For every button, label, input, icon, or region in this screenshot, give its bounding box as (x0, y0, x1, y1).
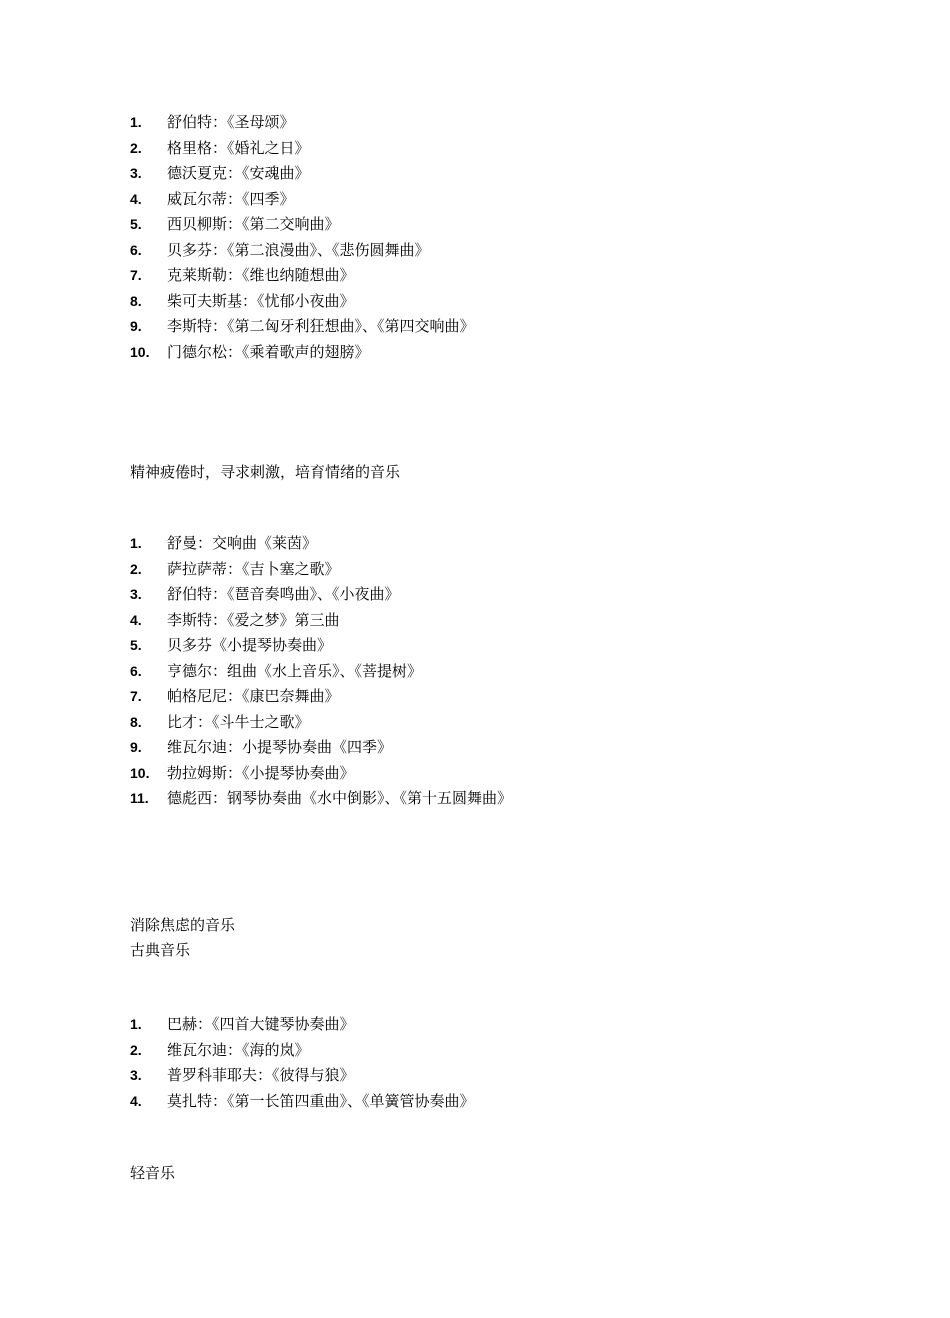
list-number: 1. (130, 535, 142, 551)
list-text: 贝多芬：《第二浪漫曲》、《悲伤圆舞曲》 (167, 240, 430, 259)
section-subheading: 古典音乐 (130, 941, 191, 959)
list-item (130, 314, 475, 340)
music-list-2 (130, 531, 512, 812)
list-text: 李斯特：《爱之梦》第三曲 (167, 610, 340, 629)
list-item (130, 289, 475, 315)
music-list-1 (130, 110, 475, 365)
list-text: 舒伯特：《圣母颂》 (167, 113, 295, 131)
list-item (130, 633, 512, 659)
list-number: 3. (130, 586, 142, 602)
list-item (130, 238, 475, 264)
list-number: 2. (130, 1041, 142, 1058)
list-text: 舒伯特：《琶音奏鸣曲》、《小夜曲》 (167, 585, 400, 603)
list-text: 柴可夫斯基：《忧郁小夜曲》 (167, 291, 355, 310)
list-item (130, 136, 475, 162)
list-number: 6. (130, 241, 142, 258)
list-number: 7. (130, 688, 142, 704)
list-number: 10. (130, 764, 150, 781)
list-item (130, 263, 475, 289)
list-number: 7. (130, 267, 142, 283)
list-text: 巴赫：《四首大键琴协奏曲》 (167, 1015, 355, 1033)
list-text: 帕格尼尼：《康巴奈舞曲》 (167, 687, 340, 705)
list-item (130, 557, 512, 583)
list-number: 5. (130, 637, 142, 653)
list-text: 勃拉姆斯：《小提琴协奏曲》 (167, 763, 355, 782)
list-number: 3. (130, 1067, 142, 1083)
list-number: 4. (130, 611, 142, 628)
section-heading: 精神疲倦时，寻求刺激，培育情绪的音乐 (130, 463, 401, 481)
list-item (130, 1089, 475, 1115)
list-item (130, 659, 512, 685)
list-number: 2. (130, 560, 142, 577)
list-number: 8. (130, 713, 142, 730)
list-number: 8. (130, 292, 142, 309)
music-list-3 (130, 1012, 475, 1114)
list-text: 门德尔松：《乘着歌声的翅膀》 (167, 342, 370, 361)
list-text: 萨拉萨蒂：《吉卜塞之歌》 (167, 559, 340, 578)
list-item (130, 531, 512, 557)
list-text: 舒曼：交响曲《莱茵》 (167, 534, 318, 552)
list-item (130, 1038, 475, 1064)
list-text: 德彪西：钢琴协奏曲《水中倒影》、《第十五圆舞曲》 (167, 789, 513, 807)
list-text: 李斯特：《第二匈牙利狂想曲》、《第四交响曲》 (167, 317, 475, 335)
list-text: 贝多芬《小提琴协奏曲》 (167, 636, 333, 654)
list-text: 格里格：《婚礼之日》 (167, 138, 310, 157)
list-number: 9. (130, 318, 142, 334)
list-text: 维瓦尔迪：《海的岚》 (167, 1040, 310, 1059)
list-number: 4. (130, 190, 142, 207)
list-item (130, 582, 512, 608)
list-number: 1. (130, 1016, 142, 1032)
list-number: 6. (130, 662, 142, 679)
list-number: 5. (130, 216, 142, 232)
list-item (130, 212, 475, 238)
list-text: 亨德尔：组曲《水上音乐》、《菩提树》 (167, 661, 423, 680)
list-text: 维瓦尔迪：小提琴协奏曲《四季》 (167, 738, 393, 756)
list-item (130, 1063, 475, 1089)
section-heading: 消除焦虑的音乐 (130, 916, 236, 934)
list-number: 11. (130, 790, 149, 806)
list-text: 德沃夏克：《安魂曲》 (167, 164, 310, 182)
list-text: 威瓦尔蒂：《四季》 (167, 189, 295, 208)
section-heading: 轻音乐 (130, 1164, 176, 1182)
list-item (130, 761, 512, 787)
list-item (130, 786, 512, 812)
list-item (130, 161, 475, 187)
list-number: 2. (130, 139, 142, 156)
list-item (130, 608, 512, 634)
list-text: 比才：《斗牛士之歌》 (167, 712, 310, 731)
list-item (130, 710, 512, 736)
list-text: 莫扎特：《第一长笛四重曲》、《单簧管协奏曲》 (167, 1091, 475, 1110)
list-number: 10. (130, 343, 150, 360)
list-text: 克莱斯勒：《维也纳随想曲》 (167, 266, 355, 284)
list-number: 1. (130, 114, 142, 130)
list-item (130, 684, 512, 710)
list-text: 普罗科菲耶夫：《彼得与狼》 (167, 1066, 355, 1084)
list-item (130, 1012, 475, 1038)
list-item (130, 110, 475, 136)
list-number: 3. (130, 165, 142, 181)
list-number: 9. (130, 739, 142, 755)
list-item (130, 340, 475, 366)
list-item (130, 187, 475, 213)
list-text: 西贝柳斯：《第二交响曲》 (167, 215, 340, 233)
list-number: 4. (130, 1092, 142, 1109)
list-item (130, 735, 512, 761)
